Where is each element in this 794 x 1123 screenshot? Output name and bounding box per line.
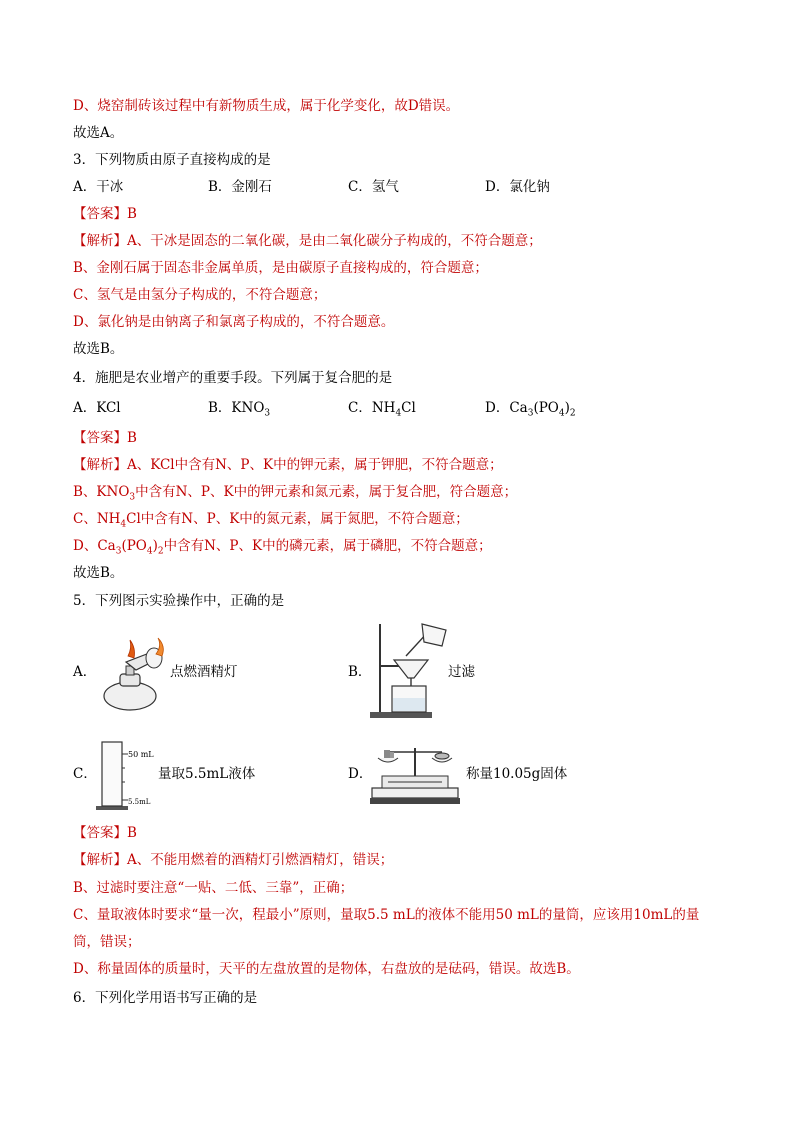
question-3-stem: 3．下列物质由原子直接构成的是 (73, 152, 271, 168)
analysis-line: 【解析】A、不能用燃着的酒精灯引燃酒精灯，错误； (73, 852, 394, 868)
answer-label: 【答案】B (73, 206, 137, 222)
figure-b-letter: B． (348, 664, 372, 680)
conclusion-line: 故选B。 (73, 565, 124, 581)
analysis-line-d: D、烧窑制砖该过程中有新物质生成，属于化学变化，故D错误。 (73, 98, 460, 114)
analysis-line: D、氯化钠是由钠离子和氯离子构成的，不符合题意。 (73, 314, 395, 330)
analysis-line: B、$KNO_3$中含有N、P、K中的钾元素和氮元素，属于复合肥，符合题意； (73, 484, 518, 503)
question-3-options (73, 177, 733, 197)
option-c: C．$NH_4Cl$ (348, 400, 416, 419)
cylinder-mark-top: 50 mL (128, 750, 154, 759)
option-b: B．金刚石 (208, 179, 272, 195)
figure-a-letter: A． (73, 664, 97, 680)
conclusion-line: 故选A。 (73, 125, 124, 141)
analysis-line: D、$Ca_3(PO_4)_2$中含有N、P、K中的磷元素，属于磷肥，不符合题意； (73, 538, 492, 557)
option-a: A．干冰 (73, 179, 124, 195)
analysis-line: 【解析】A、KCl中含有N、P、K中的钾元素，属于钾肥，不符合题意； (73, 457, 503, 473)
figure-d-letter: D． (348, 766, 373, 782)
option-b: B．$KNO_3$ (208, 400, 271, 419)
analysis-line: B、金刚石属于固态非金属单质，是由碳原子直接构成的，符合题意； (73, 260, 488, 276)
answer-label: 【答案】B (73, 430, 137, 446)
question-4-options (73, 398, 733, 418)
analysis-line: C、氢气是由氢分子构成的，不符合题意； (73, 287, 327, 303)
alcohol-lamp-figure (96, 632, 168, 714)
analysis-line: C、量取液体时要求“量一次，程最小”原则，量取5.5 mL的液体不能用50 mL的量筒，应该用10mL的量 (73, 907, 700, 923)
figure-d-label: 称量10.05g固体 (466, 766, 568, 782)
analysis-line: B、过滤时要注意“一贴、二低、三靠”，正确； (73, 880, 354, 896)
figure-c-label: 量取5.5mL液体 (158, 766, 256, 782)
figure-b-label: 过滤 (448, 664, 475, 680)
analysis-line: 【解析】A、干冰是固态的二氧化碳，是由二氧化碳分子构成的，不符合题意； (73, 233, 542, 249)
graduated-cylinder-figure (94, 738, 156, 812)
analysis-line: D、称量固体的质量时，天平的左盘放置的是物体，右盘放的是砝码，错误。故选B。 (73, 961, 580, 977)
filtration-figure (366, 620, 456, 720)
question-4-stem: 4．施肥是农业增产的重要手段。下列属于复合肥的是 (73, 370, 393, 386)
balance-figure (368, 740, 462, 806)
option-d: D．$Ca_3(PO_4)_2$ (485, 400, 576, 419)
question-6-stem: 6．下列化学用语书写正确的是 (73, 990, 258, 1006)
figure-c-letter: C． (73, 766, 97, 782)
answer-label: 【答案】B (73, 825, 137, 841)
question-5-stem: 5．下列图示实验操作中，正确的是 (73, 593, 285, 609)
analysis-line: 筒，错误； (73, 934, 141, 950)
figure-a-label: 点燃酒精灯 (170, 664, 238, 680)
option-a: A．KCl (73, 400, 121, 416)
option-c: C．氢气 (348, 179, 399, 195)
conclusion-line: 故选B。 (73, 341, 124, 357)
option-d: D．氯化钠 (485, 179, 550, 195)
cylinder-mark-bottom: 5.5mL (128, 798, 151, 806)
analysis-line: C、$NH_4Cl$中含有N、P、K中的氮元素，属于氮肥，不符合题意； (73, 511, 469, 530)
